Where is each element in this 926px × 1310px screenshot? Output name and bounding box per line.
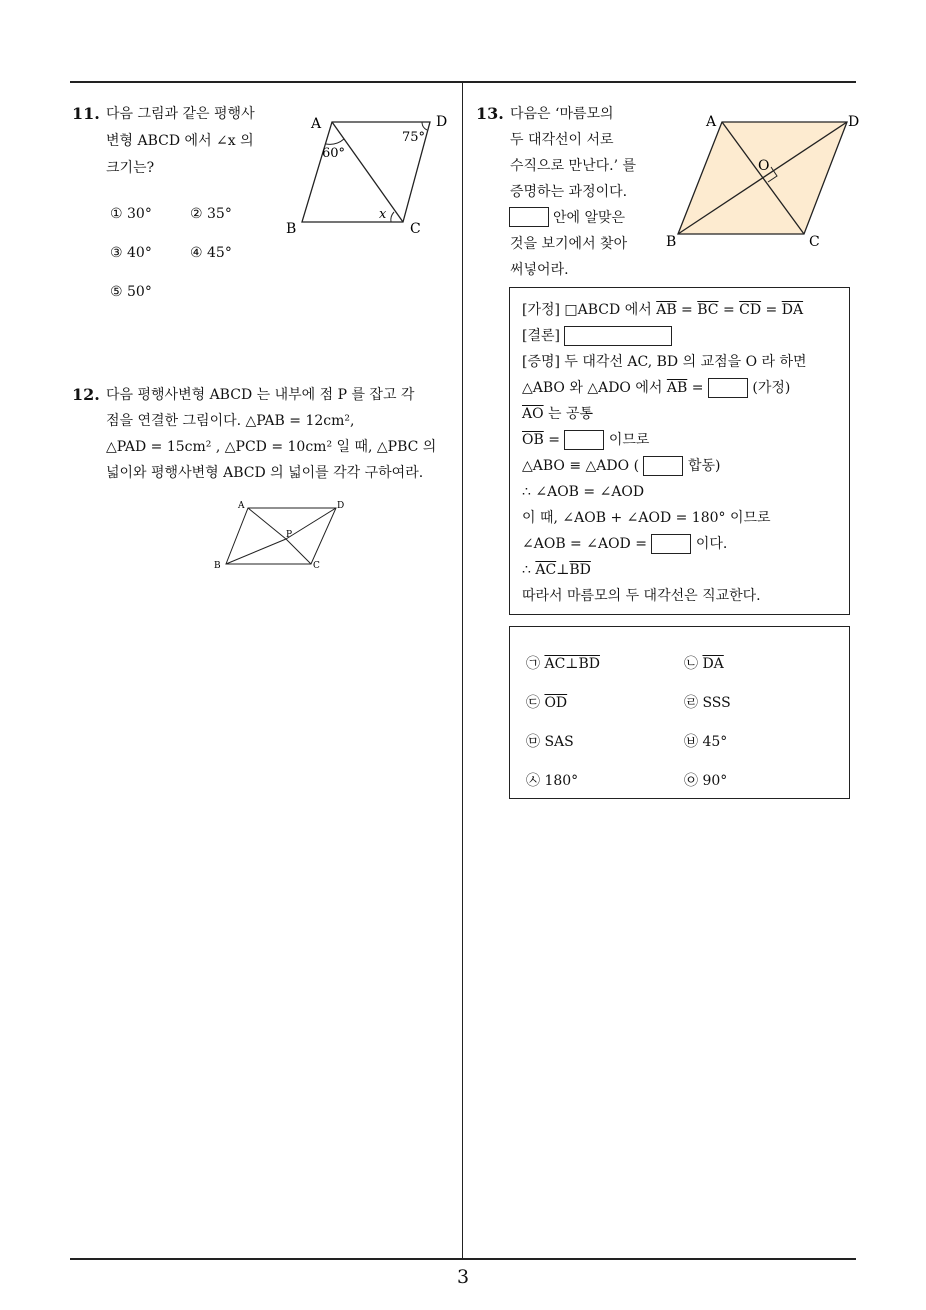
proof-line: △ABO ≡ △ADO ( 합동) bbox=[522, 458, 721, 474]
vertex-label-a: A bbox=[238, 501, 245, 511]
column-divider bbox=[462, 83, 463, 1259]
choice-2[interactable]: ② 35° bbox=[190, 206, 232, 222]
vertex-label-d: D bbox=[337, 501, 345, 511]
vertex-label-b: B bbox=[666, 234, 677, 250]
proof-line: △ABO 와 △ADO 에서 $\overline{AB}$ = (가정) bbox=[522, 380, 791, 396]
proof-line: ∴ ∠AOB = ∠AOD bbox=[522, 484, 645, 500]
answer-blank-sample bbox=[509, 207, 549, 227]
proof-box bbox=[509, 287, 850, 615]
vertex-label-b: B bbox=[286, 221, 297, 237]
option-8[interactable]: ㉧ 90° bbox=[684, 773, 728, 789]
choice-4[interactable]: ④ 45° bbox=[190, 245, 232, 261]
vertex-label-d: D bbox=[848, 114, 860, 130]
options-box bbox=[509, 626, 850, 799]
question-text-line: 증명하는 과정이다. bbox=[510, 184, 628, 200]
proof-line-assumption: [가정] □ABCD 에서 $\overline{AB} = \overline{BC} = \overline{CD} = \overline{DA}$ bbox=[522, 302, 804, 318]
question-number: 12. bbox=[72, 385, 100, 404]
parallelogram-p-figure bbox=[210, 496, 350, 576]
proof-line: [증명] 두 대각선 AC, BD 의 교점을 O 라 하면 bbox=[522, 354, 807, 370]
question-text-line: 다음은 ‘마름모의 bbox=[510, 106, 614, 122]
option-6[interactable]: ㉥ 45° bbox=[684, 734, 728, 750]
option-1[interactable]: ㉠ AC⊥BD bbox=[526, 656, 600, 672]
question-number: 11. bbox=[72, 104, 100, 123]
bottom-rule bbox=[70, 1258, 856, 1260]
option-5[interactable]: ㉤ SAS bbox=[526, 734, 574, 750]
question-text-line: 다음 평행사변형 ABCD 는 내부에 점 P 를 잡고 각 bbox=[106, 387, 415, 403]
option-2[interactable]: ㉡ $\overline{DA}$ bbox=[684, 656, 724, 672]
proof-line: $\overline{OB}$ = 이므로 bbox=[522, 432, 650, 448]
page-number: 3 bbox=[456, 1266, 470, 1288]
proof-line: $\overline{AO}$ 는 공통 bbox=[522, 406, 594, 422]
choice-3[interactable]: ③ 40° bbox=[110, 245, 152, 261]
point-label-p: P bbox=[286, 530, 293, 540]
question-text-line: 넓이와 평행사변형 ABCD 의 넓이를 각각 구하여라. bbox=[106, 465, 424, 481]
proof-line: 이 때, ∠AOB + ∠AOD = 180° 이므로 bbox=[522, 510, 771, 526]
proof-line: ∠AOB = ∠AOD = 이다. bbox=[522, 536, 728, 552]
center-label-o: O bbox=[758, 158, 770, 174]
question-text-line: 안에 알맞은 bbox=[553, 210, 626, 226]
proof-line: 따라서 마름모의 두 대각선은 직교한다. bbox=[522, 588, 761, 604]
top-rule bbox=[70, 81, 856, 83]
angle-label-x: x bbox=[379, 207, 387, 222]
angle-label-a: 60° bbox=[322, 146, 346, 161]
question-text-line: 써넣어라. bbox=[510, 262, 569, 278]
option-3[interactable]: ㉢ $\overline{OD}$ bbox=[526, 695, 568, 711]
vertex-label-c: C bbox=[313, 561, 320, 571]
question-text-line: 다음 그림과 같은 평행사 bbox=[106, 106, 255, 122]
vertex-label-b: B bbox=[214, 561, 221, 571]
question-text-line: △PAD = 15cm² , △PCD = 10cm² 일 때, △PBC 의 bbox=[106, 439, 437, 455]
question-text-line: 점을 연결한 그림이다. △PAB = 12cm², bbox=[106, 413, 355, 429]
question-number: 13. bbox=[476, 104, 504, 123]
question-text-line: 것을 보기에서 찾아 bbox=[510, 236, 628, 252]
option-7[interactable]: ㉦ 180° bbox=[526, 773, 579, 789]
question-text-line: 변형 ABCD 에서 ∠x 의 bbox=[106, 133, 254, 149]
conclusion-blank[interactable] bbox=[564, 326, 672, 346]
option-4[interactable]: ㉣ SSS bbox=[684, 695, 731, 711]
answer-blank[interactable] bbox=[708, 378, 748, 398]
question-text-line: 크기는? bbox=[106, 160, 155, 176]
answer-blank[interactable] bbox=[564, 430, 604, 450]
choice-5[interactable]: ⑤ 50° bbox=[110, 284, 152, 300]
answer-blank[interactable] bbox=[651, 534, 691, 554]
vertex-label-d: D bbox=[436, 114, 448, 130]
choice-1[interactable]: ① 30° bbox=[110, 206, 152, 222]
vertex-label-c: C bbox=[809, 234, 820, 250]
vertex-label-c: C bbox=[410, 221, 421, 237]
angle-label-d: 75° bbox=[402, 130, 426, 145]
vertex-label-a: A bbox=[706, 114, 717, 130]
parallelogram-figure bbox=[280, 108, 455, 238]
vertex-label-a: A bbox=[311, 116, 322, 132]
rhombus-figure bbox=[662, 108, 862, 250]
answer-blank[interactable] bbox=[643, 456, 683, 476]
question-text-line: 수직으로 만난다.’ 를 bbox=[510, 158, 636, 174]
proof-line-conclusion: [결론] bbox=[522, 326, 672, 346]
question-text-line: 두 대각선이 서로 bbox=[510, 132, 614, 148]
proof-line: ∴ $\overline{AC}\perp\overline{BD}$ bbox=[522, 562, 591, 578]
